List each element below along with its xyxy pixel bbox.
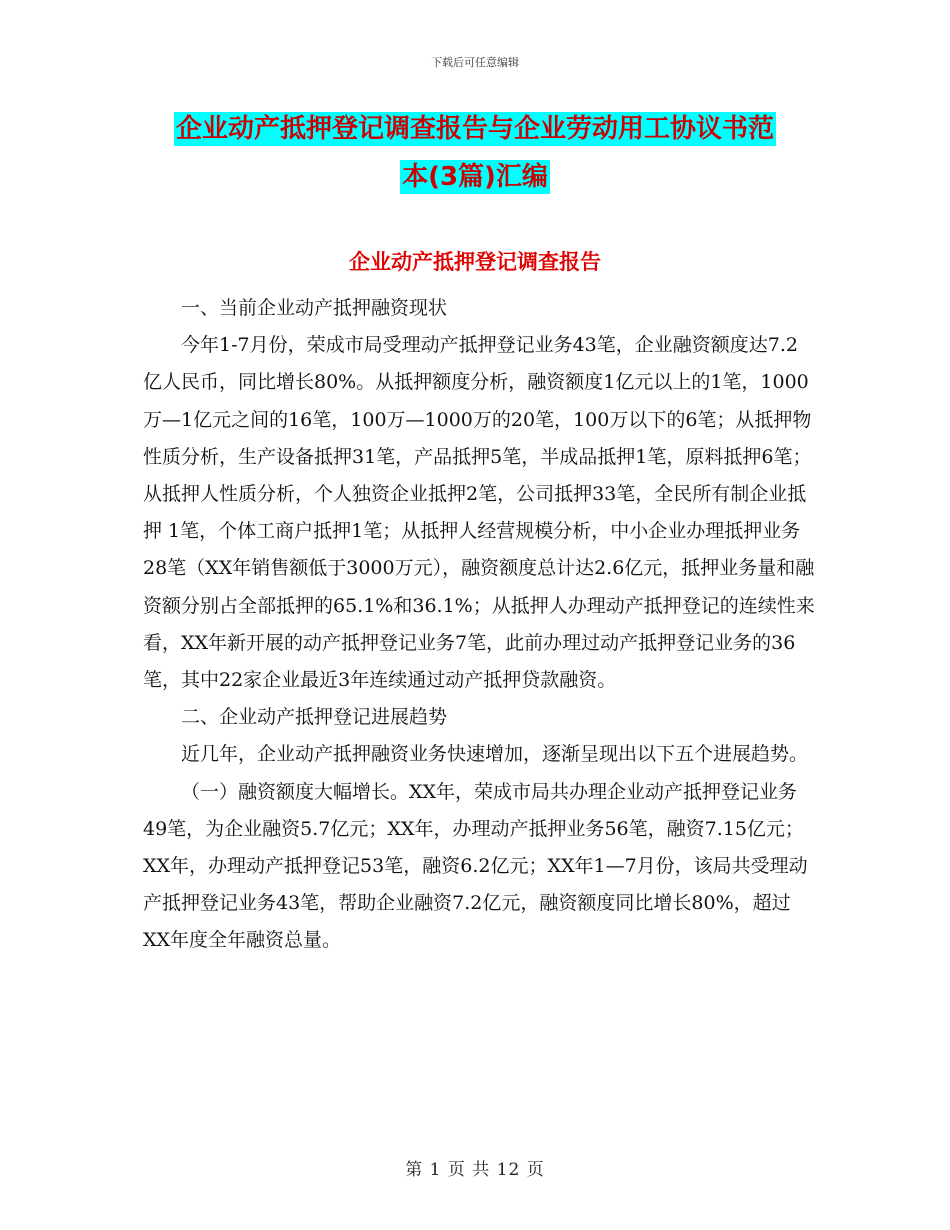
body-text — [143, 290, 815, 960]
title-line-1: 企业动产抵押登记调查报告与企业劳动用工协议书范 — [175, 114, 774, 144]
section-title: 企业动产抵押登记调查报告 — [349, 250, 601, 274]
page-footer: 第 1 页 共 12 页 — [405, 1160, 545, 1180]
paragraph-2: 近几年，企业动产抵押融资业务快速增加，逐渐呈现出以下五个进展趋势。 — [181, 743, 809, 766]
page-header: 下载后可任意编辑 — [431, 56, 519, 69]
title-line-2: 本(3篇)汇编 — [402, 162, 548, 192]
paragraph-3: （一）融资额度大幅增长。XX年，荣成市局共办理企业动产抵押登记业务49笔，为企业融资5.7亿元；XX年，办理动产抵押业务56笔，融资7.15亿元；XX年，办理动产抵押登记53笔，融资6.2亿元；XX年1—7月份，该局共受理动产抵押登记业务43笔，帮助企业融资7.2亿元，融资额度同比增长80%，超过XX年度全年融资总量。 — [143, 780, 808, 952]
document-title — [0, 112, 950, 194]
section-heading-2: 二、企业动产抵押登记进展趋势 — [181, 706, 448, 729]
paragraph-1: 今年1-7月份，荣成市局受理动产抵押登记业务43笔，企业融资额度达7.2亿人民币，同比增长80%。从抵押额度分析，融资额度1亿元以上的1笔，1000万—1亿元之间的16笔，100万—1000万的20笔，100万以下的6笔；从抵押物性质分析，生产设备抵押31笔，产品抵押5笔，半成品抵押1笔，原料抵押6笔；从抵押人性质分析，个人独资企业抵押2笔，公司抵押33笔，全民所有制企业抵押 1笔，个体工商户抵押1笔；从抵押人经营规模分析，中小企业办理抵押业务28笔（XX年销售额低于3000万元），融资额度总计达2.6亿元，抵押业务量和融资额分别占全部抵押的65.1%和36.1%；从抵押人办理动产抵押登记的连续性来看，XX年新开展的动产抵押登记业务7笔，此前办理过动产抵押登记业务的36笔，其中22家企业最近3年连续通过动产抵押贷款融资。 — [143, 334, 815, 692]
section-heading-1: 一、当前企业动产抵押融资现状 — [181, 297, 448, 319]
